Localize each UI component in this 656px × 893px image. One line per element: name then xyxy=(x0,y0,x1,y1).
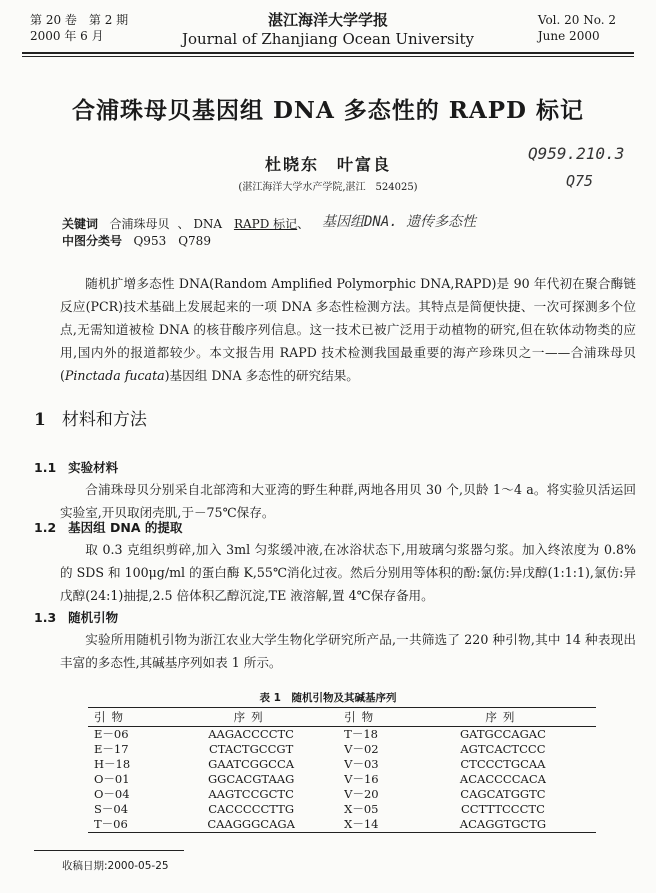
column-header: 序列 xyxy=(410,708,596,727)
table-cell: E－17 xyxy=(94,742,129,756)
table-header-row xyxy=(88,708,596,727)
table-row xyxy=(88,802,596,817)
table-cell: V－16 xyxy=(344,772,379,786)
paragraph: 实验所用随机引物为浙江农业大学生物化学研究所产品,一共筛选了 220 种引物,其中 14 种表现出丰富的多态性,其碱基序列如表 1 所示。 xyxy=(60,632,636,670)
keyword-item: DNA xyxy=(193,217,223,231)
section-number: 1 xyxy=(34,410,46,430)
table-row xyxy=(88,787,596,802)
table-cell: X－05 xyxy=(344,802,379,816)
table-cell: T－18 xyxy=(344,727,378,741)
table-cell: AGTCACTCCC xyxy=(460,742,546,756)
article-title: 合浦珠母贝基因组 DNA 多态性的 RAPD 标记 xyxy=(71,97,585,124)
volume-issue-en: Vol. 20 No. 2 xyxy=(537,13,616,27)
table-cell: V－20 xyxy=(344,787,379,801)
table-cell: CTACTGCCGT xyxy=(208,742,294,756)
table-cell: AAGACCCCTC xyxy=(208,727,294,741)
subsection-title: 随机引物 xyxy=(68,610,119,625)
table-cell: O－04 xyxy=(94,787,130,801)
subsection-heading xyxy=(34,518,182,536)
table-cell: S－04 xyxy=(94,802,129,816)
table-cell: CTCCCTGCAA xyxy=(460,757,546,771)
table-cell: GGCACGTAAG xyxy=(207,772,295,786)
table-cell: ACAGGTGCTG xyxy=(410,817,596,833)
column-header: 序列 xyxy=(158,708,344,727)
volume-issue-cn: 第 20 卷 第 2 期 xyxy=(30,13,129,27)
table-row xyxy=(88,757,596,772)
table-cell: O－01 xyxy=(94,772,130,786)
subsection-heading xyxy=(34,458,118,476)
date-en: June 2000 xyxy=(537,29,600,43)
table-row xyxy=(88,727,596,743)
table-cell: GATGCCAGAC xyxy=(459,727,546,741)
primer-table xyxy=(88,707,596,833)
table-row xyxy=(88,817,596,833)
table-cell: GAATCGGCCA xyxy=(208,757,295,771)
keywords-label: 关键词 xyxy=(62,217,99,231)
table-cell: E－06 xyxy=(94,727,129,741)
date-cn: 2000 年 6 月 xyxy=(30,29,104,43)
subsection-title: 基因组 DNA 的提取 xyxy=(68,520,183,535)
column-header: 引物 xyxy=(88,708,158,727)
table-row xyxy=(88,772,596,787)
header-volume-en xyxy=(538,12,616,44)
paragraph: 合浦珠母贝分别采自北部湾和大亚湾的野生种群,两地各用贝 30 个,贝龄 1～4 a。将实验贝活运回实验室,开贝取闭壳肌,于－75℃保存。 xyxy=(60,482,636,520)
journal-name-cn: 湛江海洋大学学报 xyxy=(267,11,388,29)
footnote-rule xyxy=(34,850,184,851)
table-caption: 表 1 随机引物及其碱基序列 xyxy=(259,692,397,704)
handwritten-keywords: 基因组DNA. 遗传多态性 xyxy=(322,214,477,230)
subsection-number: 1.2 xyxy=(34,520,57,535)
handwritten-code: Q75 xyxy=(566,172,594,190)
subsection-heading xyxy=(34,608,118,626)
authors: 杜晓东 叶富良 xyxy=(264,155,391,174)
classification-label: 中图分类号 xyxy=(62,234,123,248)
header-rule xyxy=(22,52,634,54)
subsection-number: 1.3 xyxy=(34,610,57,625)
table-cell: CCTTTCCCTC xyxy=(460,802,545,816)
section-heading xyxy=(34,405,147,430)
received-date: 收稿日期:2000-05-25 xyxy=(62,860,169,872)
affiliation: (湛江海洋大学水产学院,湛江 524025) xyxy=(238,182,418,193)
species-name: Pinctada fucata xyxy=(64,368,165,383)
table-row xyxy=(88,742,596,757)
table-cell: V－03 xyxy=(344,757,379,771)
table-cell: AAGTCCGCTC xyxy=(208,787,294,801)
keywords-block: 关键词 合浦珠母贝 、 DNA RAPD 标记、 中图分类号 Q953 Q789 xyxy=(62,217,310,248)
table-cell: CAAGGGCAGA xyxy=(158,817,344,833)
journal-name-en: Journal of Zhanjiang Ocean University xyxy=(181,30,475,48)
table-cell: T－06 xyxy=(88,817,158,833)
table-cell: CACCCCCTTG xyxy=(208,802,295,816)
table-cell: H－18 xyxy=(94,757,131,771)
keyword-item: 合浦珠母贝 xyxy=(109,217,170,231)
header-rule-thin xyxy=(22,56,634,57)
table-cell: ACACCCCACA xyxy=(459,772,546,786)
subsection-number: 1.1 xyxy=(34,460,57,475)
table-cell: CAGCATGGTC xyxy=(460,787,546,801)
handwritten-classification: Q959.210.3 xyxy=(528,144,625,163)
subsection-title: 实验材料 xyxy=(68,460,119,475)
paragraph: 取 0.3 克组织剪碎,加入 3ml 匀浆缓冲液,在冰浴状态下,用玻璃匀浆器匀浆。加入终浓度为 0.8% 的 SDS 和 100μg/ml 的蛋白酶 K,55℃消化过夜。然后分别用等体积的酚:氯仿:异戊醇(1:1:1),氯仿:异戊醇(24:1)抽提,2.5 倍体积乙醇沉淀,TE 液溶解,置 4℃保存备用。 xyxy=(60,542,636,603)
table-cell: X－14 xyxy=(344,817,410,833)
table-cell: V－02 xyxy=(344,742,379,756)
keyword-item: RAPD 标记 xyxy=(233,217,298,231)
classification-codes: Q953 Q789 xyxy=(133,234,211,248)
column-header: 引物 xyxy=(344,708,410,727)
section-title: 材料和方法 xyxy=(61,410,147,430)
intro-paragraph: 随机扩增多态性 DNA(Random Amplified Polymorphic DNA,RAPD)是 90 年代初在聚合酶链反应(PCR)技术基础上发展起来的一项 DNA 多态性检测方法。其特点是简便快捷、一次可探测多个位点,无需知道被检 DNA 的核苷酸序列信息。这一技术已被广泛用于动植物的研究,但在软体动物类的应用,国内外的报道都较少。本文报告用 RAPD 技术检测我国最重要的海产珍珠贝之一——合浦珠母贝(Pinctada fucata)基因组 DNA 多态性的研究结果。 xyxy=(60,276,636,383)
